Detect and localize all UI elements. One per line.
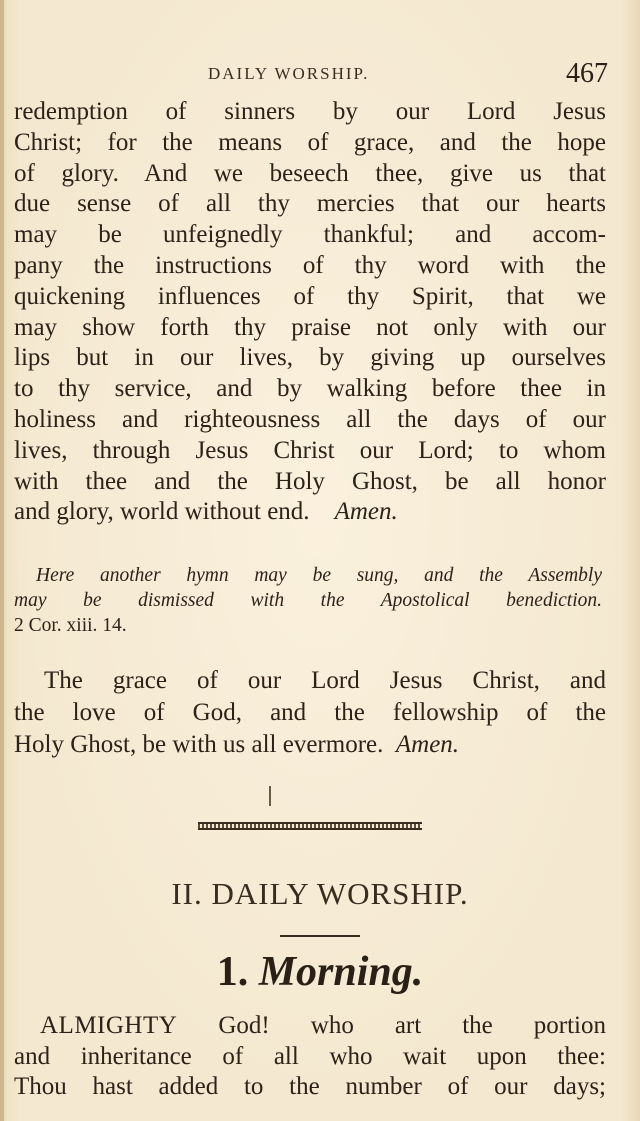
text-line: may show forth thy praise not only with our <box>14 313 606 341</box>
subsection-number: 1. <box>216 949 249 995</box>
text-line: may be unfeignedly thankful; and accom- <box>14 221 606 249</box>
text-line: to thy service, and by walking before thee in <box>14 375 606 403</box>
benediction-line: The grace of our Lord Jesus Christ, and <box>44 667 606 694</box>
text-line: pany the instructions of thy word with the <box>14 251 606 279</box>
benediction-line: Holy Ghost, be with us all evermore. <box>14 731 384 758</box>
benediction-line: the love of God, and the fellowship of the <box>14 699 606 726</box>
text-line: holiness and righteousness all the days of our <box>14 405 606 433</box>
text-line: of glory. And we beseech thee, give us that <box>14 159 606 187</box>
decorative-rule <box>198 822 422 830</box>
benediction-paragraph <box>14 665 606 761</box>
text-line: quickening influences of thy Spirit, that we <box>14 282 606 310</box>
rubric-line: may be dismissed with the Apostolical benediction. <box>14 590 602 611</box>
text-line: with thee and the Holy Ghost, be all honor <box>14 467 606 495</box>
text-line: and inheritance of all who wait upon thee: <box>14 1042 606 1070</box>
page-number: 467 <box>566 58 608 89</box>
morning-prayer-paragraph <box>14 1011 606 1103</box>
short-divider <box>280 935 360 937</box>
text-line: Thou hast added to the number of our days; <box>14 1073 606 1100</box>
prayer-first-line <box>14 1011 606 1042</box>
subsection-heading <box>0 948 640 996</box>
opening-word: ALMIGHTY <box>40 1012 178 1039</box>
text-line: redemption of sinners by our Lord Jesus <box>14 98 606 125</box>
rubric-line: Here another hymn may be sung, and the Assembly <box>36 565 602 586</box>
text-line: Christ; for the means of grace, and the hope <box>14 128 606 156</box>
scripture-reference: 2 Cor. xiii. 14. <box>14 615 127 636</box>
page-header <box>208 58 608 94</box>
print-mark <box>269 786 271 806</box>
text-line: due sense of all thy mercies that our hearts <box>14 190 606 218</box>
text-line: lips but in our lives, by giving up ourselves <box>14 344 606 372</box>
section-heading: II. DAILY WORSHIP. <box>171 876 469 911</box>
prayer-continued-paragraph <box>14 97 606 528</box>
running-head: DAILY WORSHIP. <box>208 64 370 83</box>
rubric-instruction <box>14 563 602 638</box>
text-line-last <box>14 497 606 528</box>
prayer-line-rest: God! who art the portion <box>218 1012 607 1039</box>
subsection-word: Morning. <box>258 949 424 995</box>
last-line-text: and glory, world without end. <box>14 498 310 526</box>
amen-word: Amen. <box>395 731 460 758</box>
amen-word: Amen. <box>334 498 398 526</box>
text-line: lives, through Jesus Christ our Lord; to whom <box>14 436 606 464</box>
benediction-last-line <box>14 729 606 761</box>
